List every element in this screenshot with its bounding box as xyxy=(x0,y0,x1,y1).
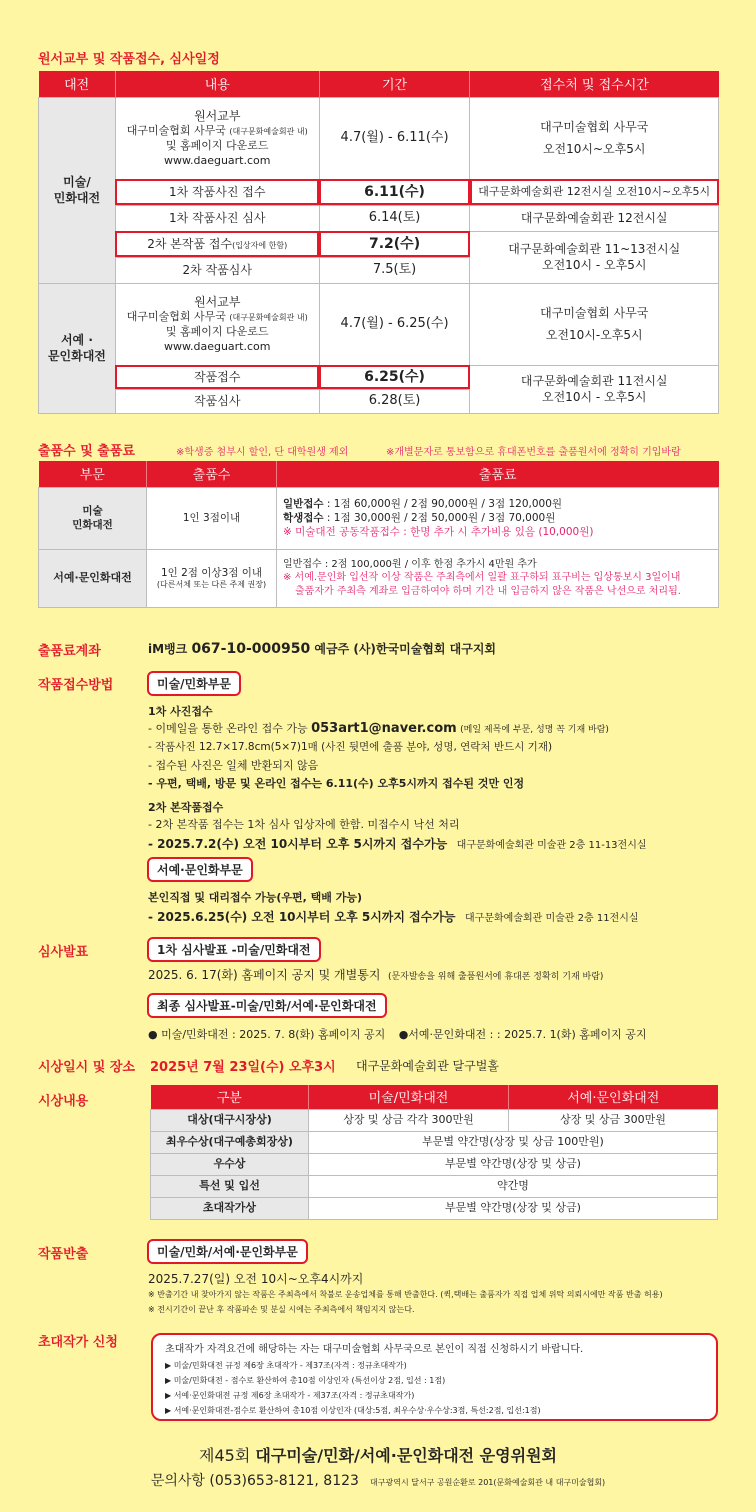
fee-count: 1인 3점이내 xyxy=(147,487,277,549)
method-h2: 2차 본작품접수 xyxy=(148,801,224,814)
content-cell: 작품접수 xyxy=(115,365,319,389)
review-line: ● 미술/민화대전 : 2025. 7. 8(화) 홈페이지 공지 ●서예·문인화대전 : : 2025.7. 1(화) 홈페이지 공지 xyxy=(148,1028,647,1041)
col-header: 미술/민화대전 xyxy=(309,1085,509,1109)
fees-title: 출품수 및 출품료 xyxy=(38,444,135,459)
col-header: 접수처 및 접수시간 xyxy=(470,71,719,97)
fees-table xyxy=(38,461,719,608)
place-cell: 대구문화예술회관 11~13전시실 오전10시 - 오후5시 xyxy=(470,231,719,283)
review-label: 심사발표 xyxy=(38,945,89,960)
award-name: 최우수상(대구예총회장상) xyxy=(151,1131,309,1153)
invite-label: 초대작가 신청 xyxy=(38,1335,118,1350)
fees-note-phone: ※개별문자로 통보함으로 휴대폰번호를 출품원서에 정확히 기입바람 xyxy=(386,447,681,458)
ceremony-datetime: 2025년 7월 23일(수) 오후3시 xyxy=(150,1060,336,1075)
ceremony-label: 시상일시 및 장소 xyxy=(38,1060,135,1075)
footer-title: 제45회 대구미술/민화/서예·문인화대전 운영위원회 xyxy=(199,1446,557,1465)
award-name: 우수상 xyxy=(151,1153,309,1175)
footer-contact-line xyxy=(0,1470,756,1490)
col-header: 구분 xyxy=(151,1085,309,1109)
method-line: - 우편, 택배, 방문 및 온라인 접수는 6.11(수) 오후5시까지 접수된 것만 인정 xyxy=(148,777,525,790)
method-h1: 1차 사진접수 xyxy=(148,705,213,718)
schedule-table xyxy=(38,71,719,414)
award-value: 상장 및 상금 각각 300만원 xyxy=(309,1109,509,1131)
review-box-first: 1차 심사발표 -미술/민화대전 xyxy=(147,937,321,962)
col-header: 출품료 xyxy=(277,461,719,487)
invite-line: ▶ 미술/민화대전 규정 제6장 초대작가 - 제37조(자격 : 정규초대작가) xyxy=(165,1361,407,1370)
return-note: ※ 반출기간 내 찾아가지 않는 작품은 주최측에서 착불로 운송업체를 통해 반출한다. (퀵,택배는 출품자가 직접 업체 위탁 의뢰시에만 작품 반출 허용) xyxy=(148,1290,663,1299)
date-cell: 4.7(월) - 6.11(수) xyxy=(319,97,470,179)
return-note: ※ 전시기간이 끝난 후 작품파손 및 분실 시에는 주최측에서 책임지지 않는다. xyxy=(148,1305,415,1314)
fees-note-student: ※학생증 첨부시 할인, 단 대학원생 제외 xyxy=(176,447,349,458)
place-cell: 대구문화예술회관 11전시실 오전10시 - 오후5시 xyxy=(470,365,719,413)
date-cell: 4.7(월) - 6.25(수) xyxy=(319,283,470,365)
col-header: 대전 xyxy=(39,71,116,97)
method-line: - 2차 본작품 접수는 1차 심사 입상자에 한함. 미접수시 낙선 처리 xyxy=(148,818,460,831)
invite-line: ▶ 미술/민화대전 - 점수로 환산하여 총10점 이상인자 (특선이상 2점, 입선 : 1점) xyxy=(165,1376,446,1385)
review-box-final: 최종 심사발표-미술/민화/서예·문인화대전 xyxy=(147,993,387,1018)
award-name: 특선 및 입선 xyxy=(151,1175,309,1197)
place-cell: 대구미술협회 사무국 오전10시-오후5시 xyxy=(470,283,719,365)
date-cell: 6.28(토) xyxy=(319,389,470,413)
fee-category-art: 미술 민화대전 xyxy=(39,487,147,549)
awards-label: 시상내용 xyxy=(38,1094,89,1109)
content-cell: 2차 작품심사 xyxy=(115,257,319,283)
category-calligraphy: 서예 · 문인화대전 xyxy=(39,283,116,413)
content-cell: 원서교부 대구미술협회 사무국 (대구문화예술회관 내) 및 홈페이지 다운로드 www.daeguart.com xyxy=(115,97,319,179)
invite-box xyxy=(151,1333,718,1421)
date-cell: 7.2(수) xyxy=(319,231,470,257)
place-cell: 대구문화예술회관 12전시실 오전10시~오후5시 xyxy=(470,179,719,205)
fee-category-calligraphy: 서예·문인화대전 xyxy=(39,549,147,607)
date-cell: 7.5(토) xyxy=(319,257,470,283)
content-cell: 1차 작품사진 접수 xyxy=(115,179,319,205)
invite-line: 초대작가 자격요건에 해당하는 자는 대구미술협회 사무국으로 본인이 직접 신청하시기 바랍니다. xyxy=(165,1344,584,1355)
schedule-title: 원서교부 및 작품접수, 심사일정 xyxy=(38,52,220,67)
col-header: 내용 xyxy=(115,71,319,97)
content-cell: 작품심사 xyxy=(115,389,319,413)
method-h3: 본인직접 및 대리접수 가능(우편, 택배 가능) xyxy=(148,891,363,904)
date-cell: 6.14(토) xyxy=(319,205,470,231)
content-cell: 원서교부 대구미술협회 사무국 (대구문화예술회관 내) 및 홈페이지 다운로드 www.daeguart.com xyxy=(115,283,319,365)
footer-address: 대구광역시 달서구 공원순환로 201(문화예술회관 내 대구미술협회) xyxy=(370,1478,606,1487)
col-header: 서예·문인화대전 xyxy=(509,1085,718,1109)
content-cell: 2차 본작품 접수(입상자에 한함) xyxy=(115,231,319,257)
account-label: 출품료계좌 xyxy=(38,644,101,659)
method-line: - 작품사진 12.7×17.8cm(5×7)1매 (사진 뒷면에 출품 분야, 성명, 연락처 반드시 기재) xyxy=(148,741,553,753)
place-cell: 대구문화예술회관 12전시실 xyxy=(470,205,719,231)
date-cell: 6.11(수) xyxy=(319,179,470,205)
invite-line: ▶ 서예·문인화대전 규정 제6장 초대작가 - 제37조(자격 : 정규초대작가) xyxy=(165,1391,415,1400)
award-value: 상장 및 상금 300만원 xyxy=(509,1109,718,1131)
fee-detail: 일반접수 : 2점 100,000원 / 이후 한점 추가시 4만원 추가 ※ 서예.문인화 입선작 이상 작품은 주최측에서 일괄 표구하되 표구비는 입상통보시 3일이내 출품자가 주최측 계좌로 입금하여야 하며 기간 내 입금하지 않은 작품은 낙선으로 처리됨. xyxy=(277,549,719,607)
ceremony-place: 대구문화예술회관 달구벌홀 xyxy=(356,1059,499,1073)
method-line: - 접수된 사진은 일체 반환되지 않음 xyxy=(148,759,319,772)
return-label: 작품반출 xyxy=(38,1247,89,1262)
method-line: - 이메일을 통한 온라인 접수 가능 053art1@naver.com (메일 제목에 부문, 성명 꼭 기재 바람) xyxy=(148,721,609,736)
fee-detail: 일반접수 : 1점 60,000원 / 2점 90,000원 / 3점 120,000원 학생접수 : 1점 30,000원 / 2점 50,000원 / 3점 70,000원 ※ 미술대전 공동작품접수 : 한명 추가 시 추가비용 있음 (10,000원) xyxy=(277,487,719,549)
col-header: 출품수 xyxy=(147,461,277,487)
award-value: 약간명 xyxy=(309,1175,718,1197)
fee-count: 1인 2점 이상3점 이내 (다른서체 또는 다른 주제 권장) xyxy=(147,549,277,607)
award-value: 부문별 약간명(상장 및 상금) xyxy=(309,1153,718,1175)
col-header: 부문 xyxy=(39,461,147,487)
award-value: 부문별 약간명(상장 및 상금) xyxy=(309,1197,718,1219)
col-header: 기간 xyxy=(319,71,470,97)
awards-table xyxy=(150,1085,718,1220)
category-art: 미술/ 민화대전 xyxy=(39,97,116,283)
award-value: 부문별 약간명(상장 및 상금 100만원) xyxy=(309,1131,718,1153)
method-line: - 2025.6.25(수) 오전 10시부터 오후 5시까지 접수가능 대구문화예술회관 미술관 2층 11전시실 xyxy=(148,910,639,924)
invite-line: ▶ 서예·문인화대전-점수로 환산하여 총10점 이상인자 (대상:5점, 최우수상·우수상:3점, 특선:2점, 입선:1점) xyxy=(165,1406,541,1415)
method-label: 작품접수방법 xyxy=(38,678,114,693)
return-box: 미술/민화/서예·문인화부문 xyxy=(147,1239,308,1264)
award-name: 초대작가상 xyxy=(151,1197,309,1219)
review-line: 2025. 6. 17(화) 홈페이지 공지 및 개별통지 (문자발송을 위해 출품원서에 휴대폰 정확히 기재 바람) xyxy=(148,968,604,982)
return-line: 2025.7.27(일) 오전 10시~오후4시까지 xyxy=(148,1272,364,1286)
footer-contact: 문의사항 (053)653-8121, 8123 xyxy=(150,1473,359,1489)
date-cell: 6.25(수) xyxy=(319,365,470,389)
method-line: - 2025.7.2(수) 오전 10시부터 오후 5시까지 접수가능 대구문화예술회관 미술관 2층 11-13전시실 xyxy=(148,837,647,851)
award-name: 대상(대구시장상) xyxy=(151,1109,309,1131)
method-calli-box: 서예·문인화부문 xyxy=(147,857,253,882)
account-info: iM뱅크 067-10-000950 예금주 (사)한국미술협회 대구지회 xyxy=(148,641,497,657)
content-cell: 1차 작품사진 심사 xyxy=(115,205,319,231)
method-art-box: 미술/민화부문 xyxy=(147,671,241,696)
place-cell: 대구미술협회 사무국 오전10시~오후5시 xyxy=(470,97,719,179)
